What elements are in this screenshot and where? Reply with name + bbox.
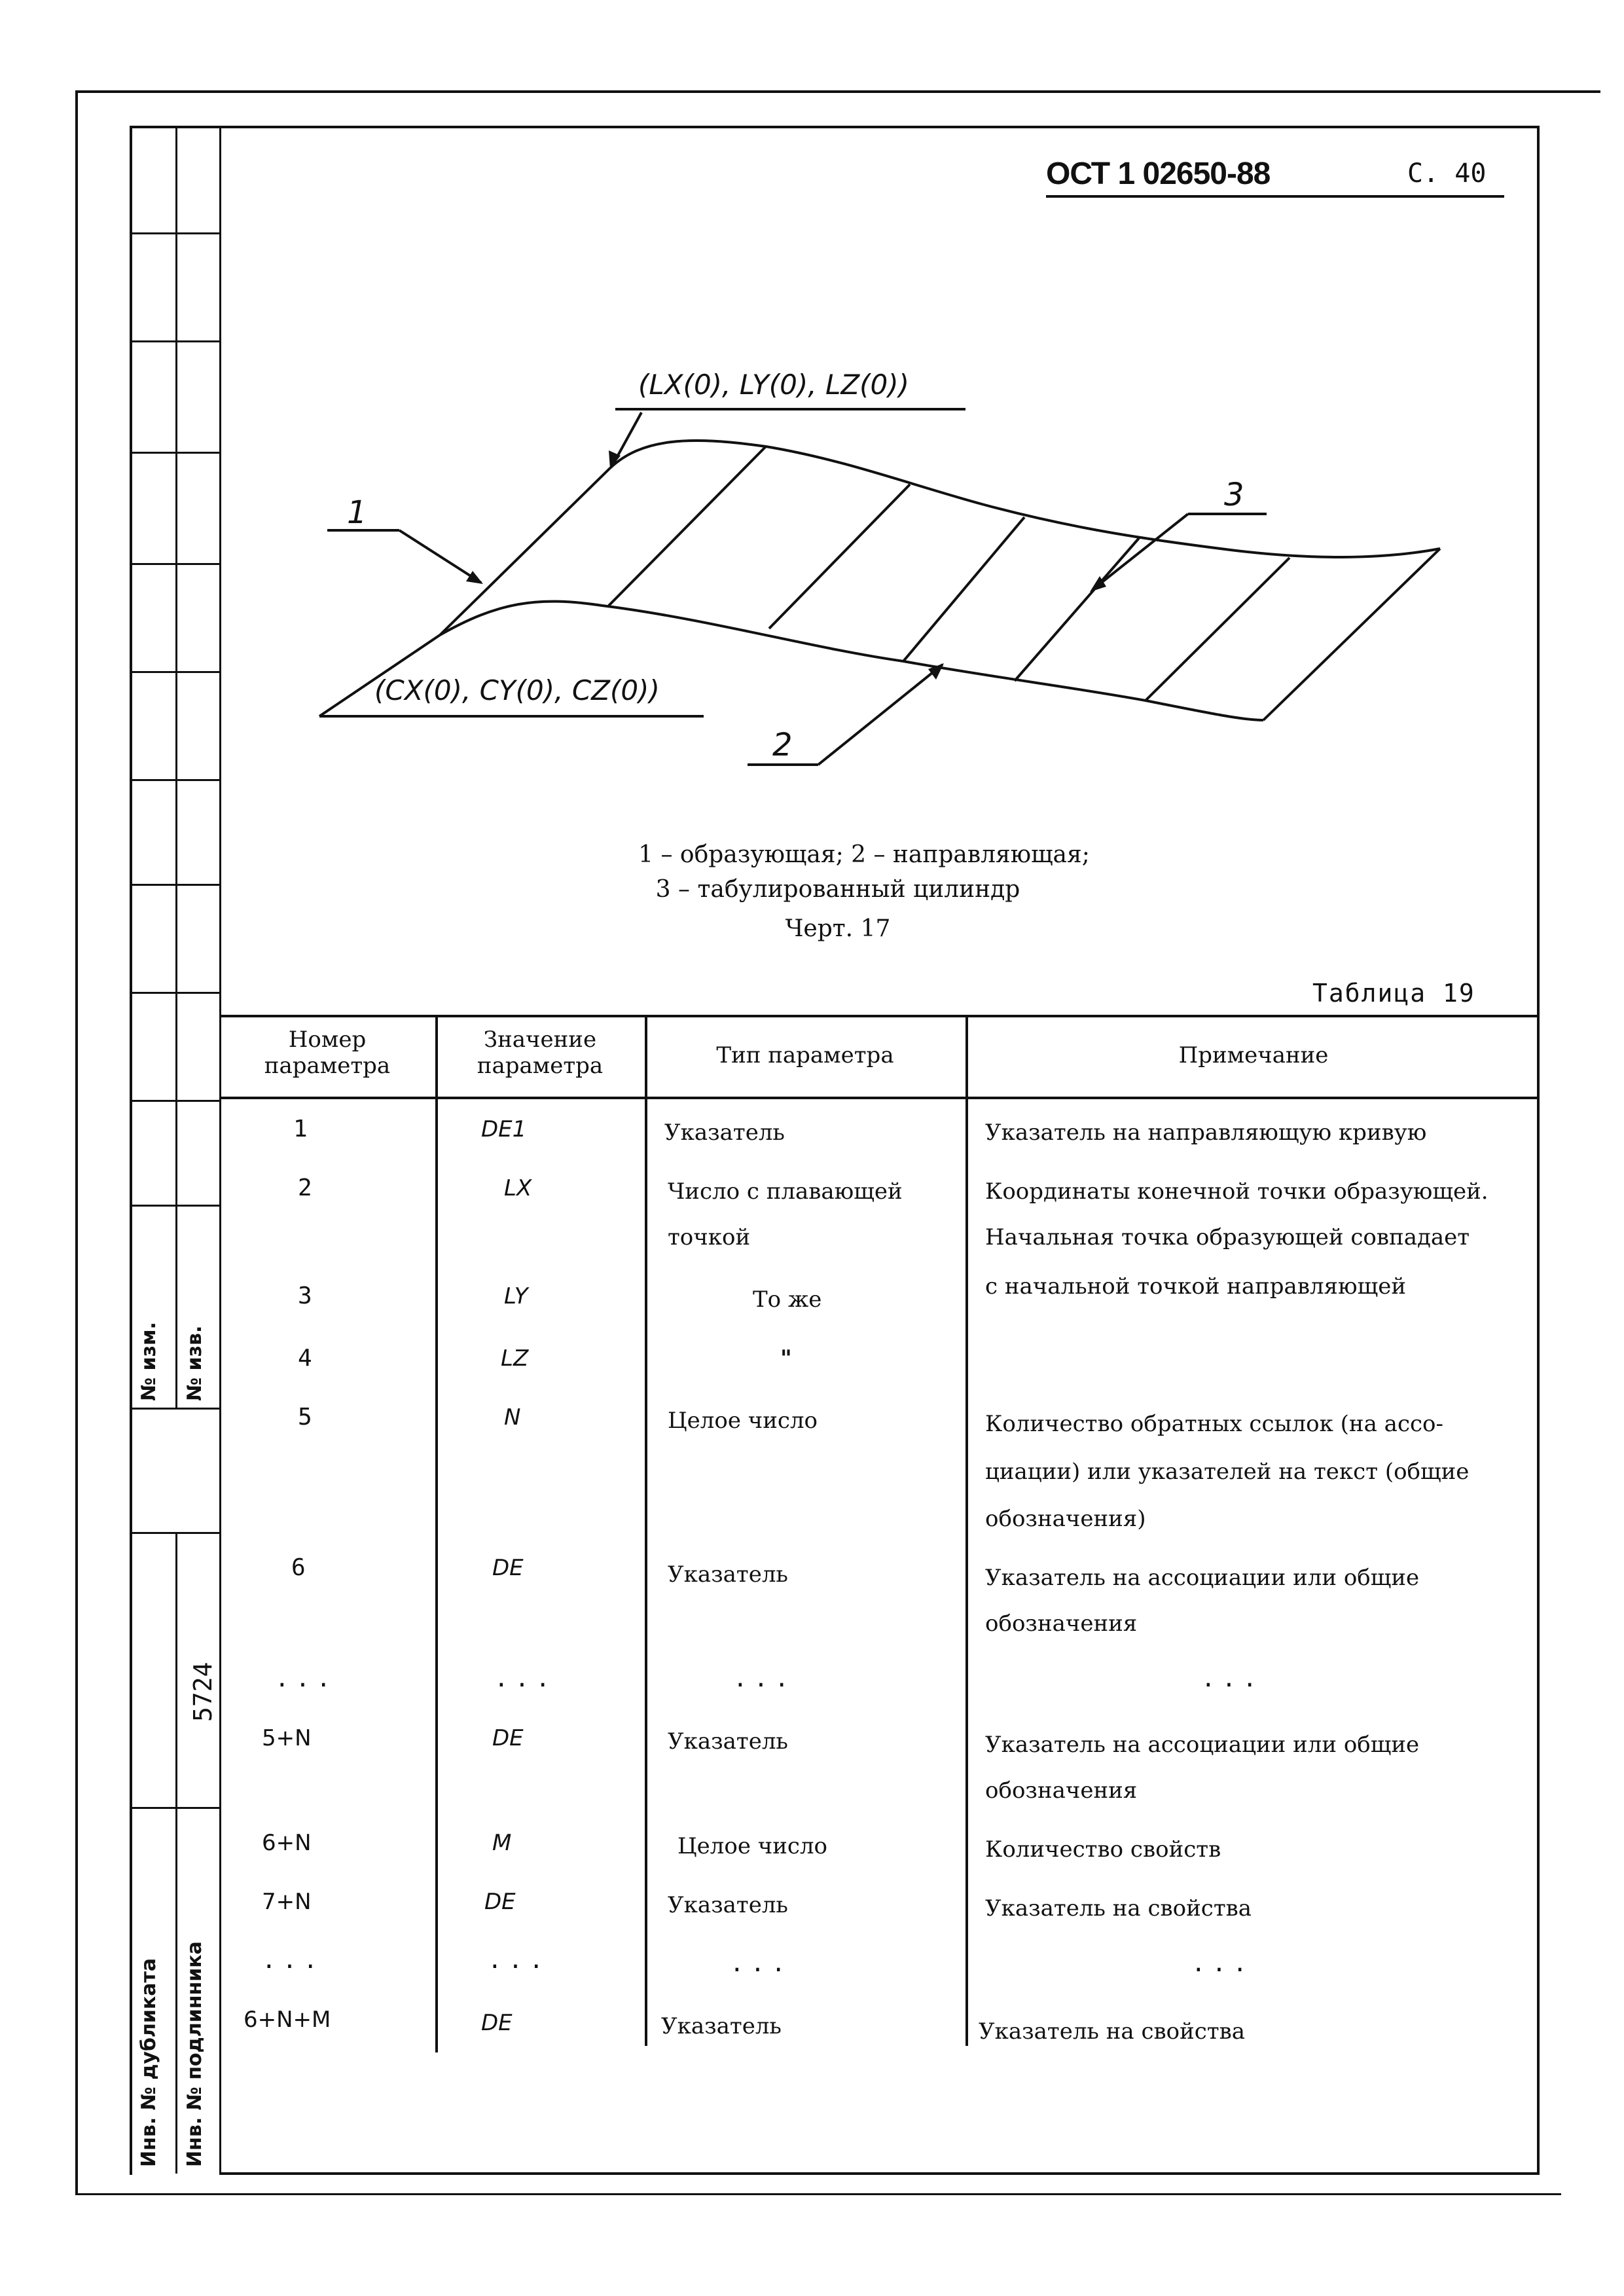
figure-caption-line3: Черт. 17 [785, 915, 891, 942]
tabulated-cylinder-drawing [0, 0, 1624, 851]
row10-note: Указатель на свойства [985, 1895, 1252, 1922]
callout-1: 1 [347, 494, 367, 531]
row5-note-line3: обозначения) [985, 1506, 1146, 1532]
row6-num: 6 [291, 1554, 306, 1581]
table-col-line-2 [645, 1015, 647, 2046]
stamp-col-line-3 [175, 1532, 177, 2174]
row1-note: Указатель на направляющую кривую [985, 1120, 1427, 1146]
label-top-coords: (LX(0), LY(0), LZ(0)) [638, 369, 910, 401]
end-line [1263, 549, 1440, 720]
row5-val: N [504, 1404, 521, 1430]
generatrix-line [440, 468, 610, 635]
row5-note-line1: Количество обратных ссылок (на ассо- [985, 1411, 1443, 1437]
row8-num: 5+N [262, 1725, 312, 1751]
row2-note-line3: с начальной точкой направляющей [985, 1273, 1406, 1300]
label-bottom-coords: (CX(0), CY(0), CZ(0)) [374, 674, 660, 706]
figure-caption-line1: 1 – образующая; 2 – направляющая; [638, 841, 1090, 868]
row2-num: 2 [298, 1175, 312, 1201]
row4-val: LZ [501, 1345, 529, 1372]
row10-num: 7+N [262, 1889, 312, 1915]
row6-note-line1: Указатель на ассоциации или общие [985, 1565, 1420, 1591]
row7-num: ... [275, 1666, 338, 1692]
far-edge-curve [610, 441, 1440, 557]
row1-val: DE1 [481, 1116, 527, 1142]
row10-type: Указатель [668, 1892, 788, 1918]
row7-val: ... [494, 1666, 557, 1692]
row8-type: Указатель [668, 1728, 788, 1755]
col-header-value: Значение параметра [477, 1027, 604, 1079]
stamp-inv-dubl-label: Инв. № дубликата [137, 1958, 160, 2167]
row8-note-line1: Указатель на ассоциации или общие [985, 1732, 1420, 1758]
col-header-note: Примечание [1178, 1042, 1329, 1068]
table-top-line [221, 1015, 1538, 1017]
row6-note-line2: обозначения [985, 1611, 1138, 1637]
row12-note: Указатель на свойства [979, 2018, 1246, 2045]
row6-type: Указатель [668, 1561, 788, 1588]
table-header-line [221, 1097, 1538, 1099]
stamp-izv-label: № изв. [183, 1325, 206, 1401]
standard-number: ОСТ 1 02650-88 [1046, 156, 1271, 191]
frame-bottom [75, 2193, 1561, 2195]
row9-type: Целое число [677, 1833, 828, 1859]
stamp-number: 5724 [189, 1662, 217, 1722]
arrow-1-leader [399, 530, 481, 583]
row3-val: LY [504, 1283, 528, 1309]
row5-num: 5 [298, 1404, 312, 1430]
arrow-head-1 [466, 571, 483, 584]
col-header-number: Номер параметра [264, 1027, 391, 1079]
row7-note: ... [1201, 1666, 1264, 1692]
arrow-2-leader [818, 665, 943, 765]
row2-type-line1: Число с плавающей [668, 1178, 903, 1205]
row9-note: Количество свойств [985, 1836, 1221, 1863]
table-col-line-1 [435, 1015, 438, 2052]
row11-type: ... [730, 1950, 793, 1977]
row2-note-line2: Начальная точка образующей совпадает [985, 1224, 1470, 1250]
row9-val: M [492, 1830, 512, 1856]
row4-num: 4 [298, 1345, 312, 1372]
arrow-3-leader [1093, 514, 1188, 589]
stamp-inv-podl-label: Инв. № подлинника [183, 1941, 206, 2167]
row3-num: 3 [298, 1283, 312, 1309]
row10-val: DE [484, 1889, 516, 1915]
row1-type: Указатель [664, 1120, 785, 1146]
row3-type: То же [753, 1286, 822, 1313]
row8-note-line2: обозначения [985, 1777, 1138, 1804]
col-header-type: Тип параметра [716, 1042, 894, 1068]
row12-num: 6+N+M [244, 2007, 331, 2033]
row11-note: ... [1191, 1950, 1254, 1977]
inner-frame-bottom [219, 2172, 1540, 2175]
row2-type-line2: точкой [668, 1224, 751, 1250]
row11-val: ... [488, 1947, 550, 1974]
figure-caption-line2: 3 – табулированный цилиндр [655, 876, 1020, 903]
stamp-izm-label: № изм. [137, 1322, 160, 1401]
table-col-line-3 [965, 1015, 968, 2046]
row9-num: 6+N [262, 1830, 312, 1856]
row12-type: Указатель [661, 2013, 782, 2039]
callout-2: 2 [772, 727, 793, 763]
row5-note-line2: циации) или указателей на текст (общие [985, 1459, 1470, 1485]
table-title: Таблица 19 [1312, 979, 1475, 1008]
callout-3: 3 [1224, 477, 1244, 513]
row11-num: ... [262, 1947, 325, 1974]
row7-type: ... [733, 1666, 796, 1692]
page-number: С. 40 [1407, 158, 1487, 189]
row8-val: DE [492, 1725, 524, 1751]
row1-num: 1 [293, 1116, 308, 1142]
row5-type: Целое число [668, 1408, 818, 1434]
row12-val: DE [481, 2010, 513, 2036]
row2-note-line1: Координаты конечной точки образующей. [985, 1178, 1489, 1205]
row2-val: LX [504, 1175, 532, 1201]
row6-val: DE [492, 1555, 524, 1581]
row4-type: " [780, 1345, 792, 1372]
